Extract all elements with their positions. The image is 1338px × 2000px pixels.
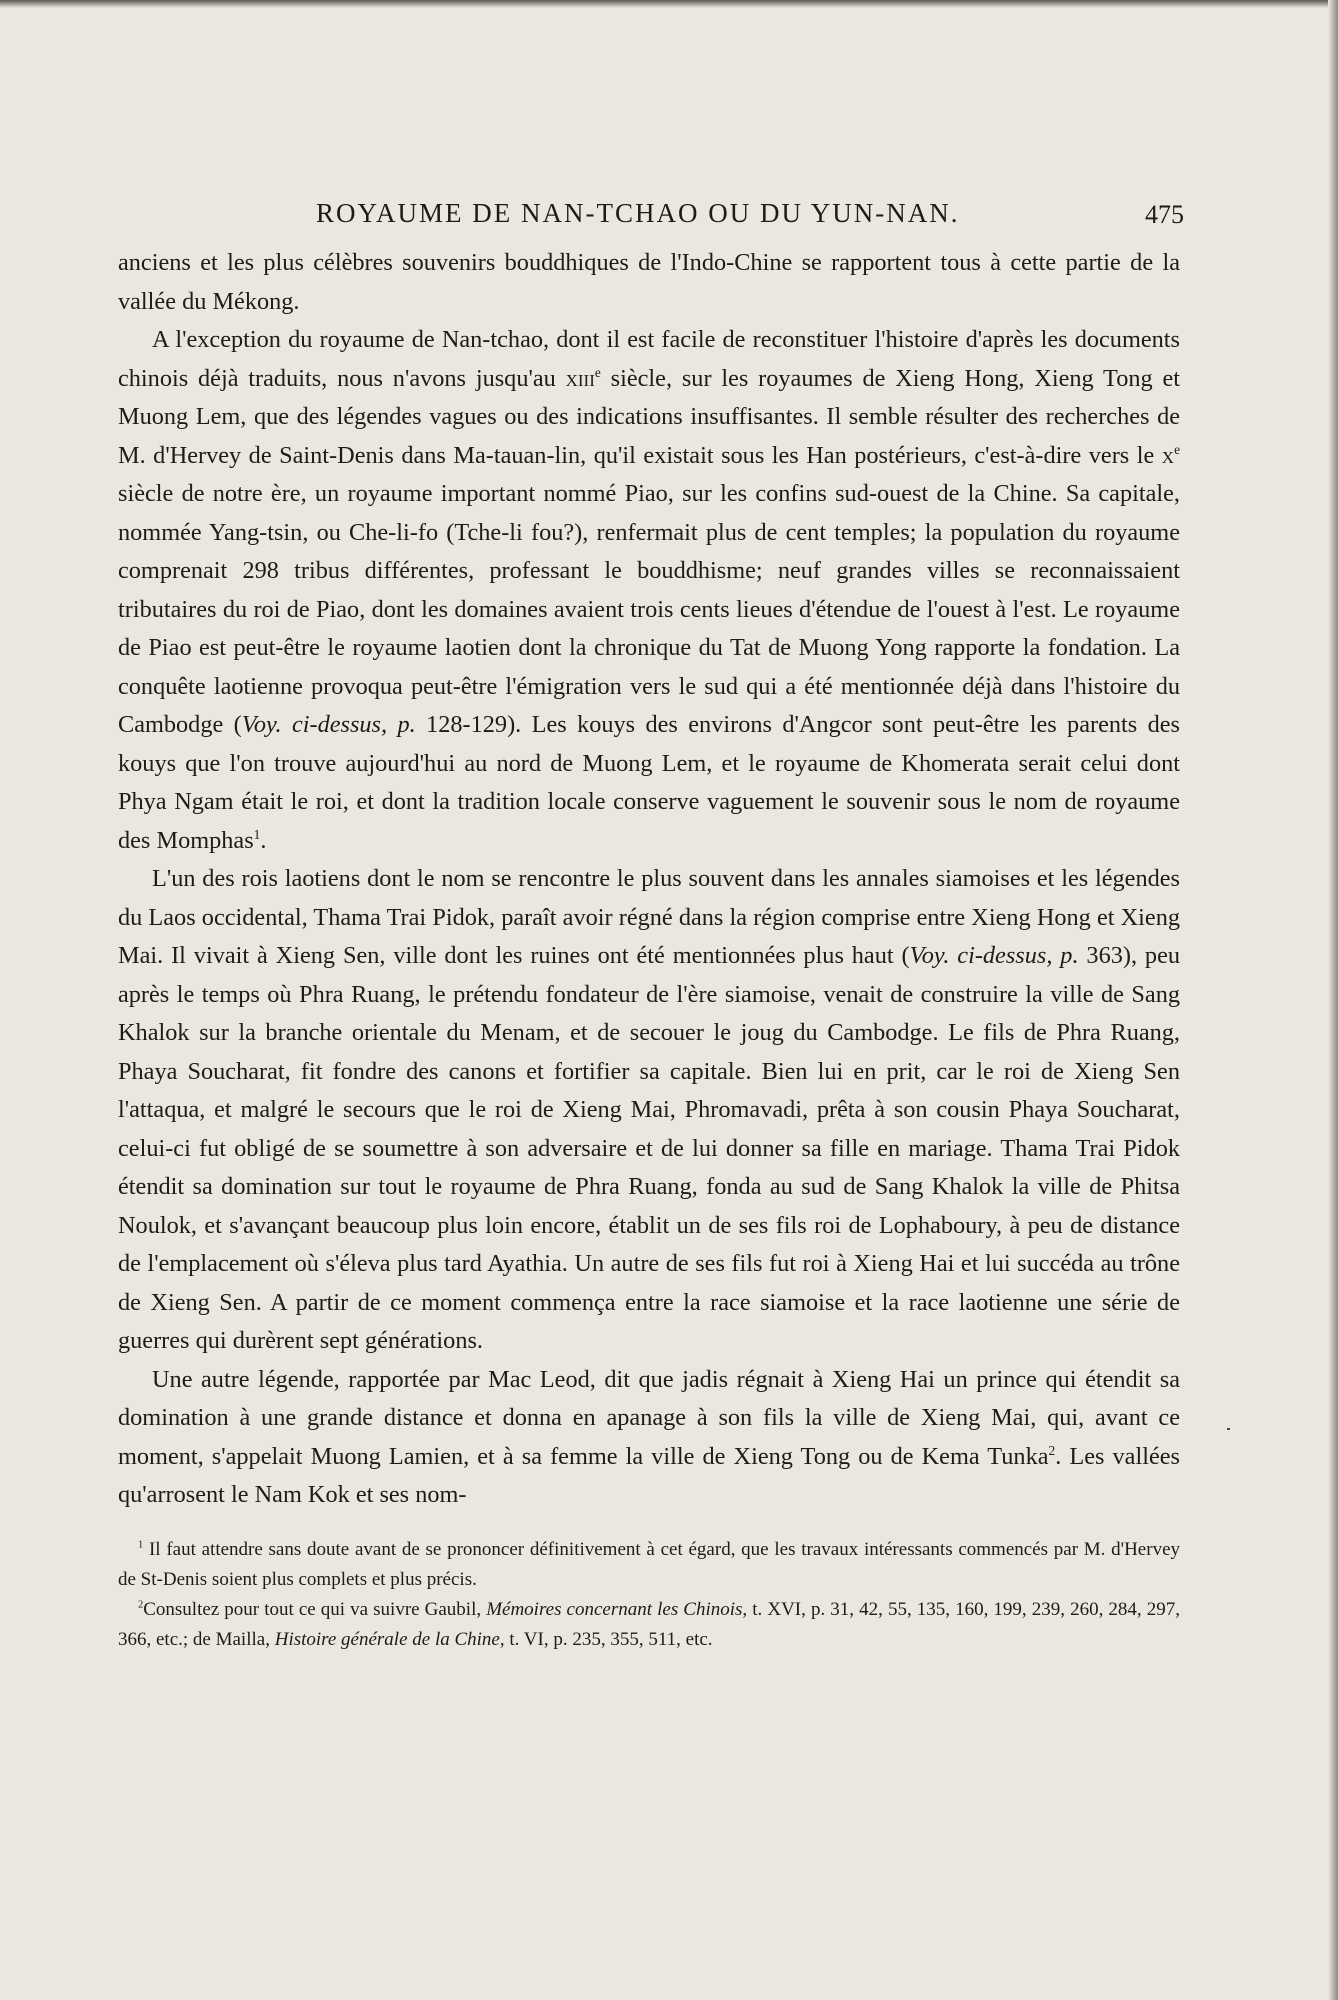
paragraph-3: L'un des rois laotiens dont le nom se rencontre le plus souvent dans les annales siamoises et les légendes du Laos occidental, Thama Trai Pidok, paraît avoir régné dans la région comprise entre Xieng Hong et Xieng Mai. Il vivait à Xieng Sen, ville dont les ruines ont été mentionnées plus haut (Voy. ci-dessus, p. 363), peu après le temps où Phra Ruang, le prétendu fondateur de l'ère siamoise, venait de construire la ville de Sang Khalok sur la branche orientale du Menam, et de secouer le joug du Cambodge. Le fils de Phra Ruang, Phaya Soucharat, fit fondre des canons et fortifier sa capitale. Bien lui en prit, car le roi de Xieng Sen l'attaqua, et malgré le secours que le roi de Xieng Mai, Phromavadi, prêta à son cousin Phaya Soucharat, celui-ci fut obligé de se soumettre à son adversaire et de lui donner sa fille en mariage. Thama Trai Pidok étendit sa domination sur tout le royaume de Phra Ruang, fonda au sud de Sang Khalok la ville de Phitsa Noulok, et s'avançant beaucoup plus loin encore, établit un de ses fils roi de Lophaboury, à peu de distance de l'emplacement où s'éleva plus tard Ayathia. Un autre de ses fils fut roi à Xieng Hai et lui succéda au trône de Xieng Sen. A partir de ce moment commença entre la race siamoise et la race laotienne une série de guerres qui durèrent sept générations.: [118, 865, 1180, 1354]
paragraph-4: Une autre légende, rapportée par Mac Leod, dit que jadis régnait à Xieng Hai un prince qui étendit sa domination à une grande distance et donna en apanage à son fils la ville de Xieng Mai, qui, avant ce moment, s'appelait Muong Lamien, et à sa femme la ville de Xieng Tong ou de Kema Tunka$^2$. Les vallées qu'arrosent le Nam Kok et ses nom-: [118, 1365, 1180, 1508]
page-header: [118, 196, 1184, 240]
paragraph-1: anciens et les plus célèbres souvenirs bouddhiques de l'Indo-Chine se rapportent tous à cette partie de la vallée du Mékong.: [118, 249, 1180, 315]
footnote-1: $^1$ Il faut attendre sans doute avant de se prononcer définitivement à cet égard, que les travaux intéressants commencés par M. d'Hervey de St-Denis soient plus complets et plus précis.: [118, 1538, 1180, 1590]
cited-work: Histoire générale de la Chine: [274, 1628, 500, 1650]
footnote-2: $^2$Consultez pour tout ce qui va suivre Gaubil, Mémoires concernant les Chinois, t. XVI, p. 31, 42, 55, 135, 160, 199, 239, 260, 284, 297, 366, etc.; de Mailla, Histoire générale de la Chine, t. VI, p. 235, 355, 511, etc.: [118, 1598, 1180, 1650]
body-text: [118, 244, 1180, 1515]
paragraph-2: A l'exception du royaume de Nan-tchao, dont il est facile de reconstituer l'histoire d'après les documents chinois déjà traduits, nous n'avons jusqu'au xiii$^e$ siècle, sur les royaumes de Xieng Hong, Xieng Tong et Muong Lem, que des légendes vagues ou des indications insuffisantes. Il semble résulter des recherches de M. d'Hervey de Saint-Denis dans Ma-tauan-lin, qu'il existait sous les Han postérieurs, c'est-à-dire vers le $x^e$ siècle de notre ère, un royaume important nommé Piao, sur les confins sud-ouest de la Chine. Sa capitale, nommée Yang-tsin, ou Che-li-fo (Tche-li fou?), renfermait plus de cent temples; la population du royaume comprenait 298 tribus différentes, professant le bouddhisme; neuf grandes villes se reconnaissaient tributaires du roi de Piao, dont les domaines avaient trois cents lieues d'étendue de l'ouest à l'est. Le royaume de Piao est peut-être le royaume laotien dont la chronique du Tat de Muong Yong rapporte la fondation. La conquête laotienne provoqua peut-être l'émigration vers le sud qui a été mentionnée déjà dans l'histoire du Cambodge (Voy. ci-dessus, p. 128-129). Les kouys des environs d'Angcor sont peut-être les parents des kouys que l'on trouve aujourd'hui au nord de Muong Lem, et le royaume de Khomerata serait celui dont Phya Ngam était le roi, et dont la tradition locale conserve vaguement le souvenir sous le nom de royaume des Momphas$^1$.: [118, 326, 1180, 854]
cited-work: Mémoires concernant les Chinois: [486, 1598, 743, 1620]
cross-reference: Voy. ci-dessus, p.: [241, 711, 416, 738]
footnotes: [118, 1535, 1180, 1655]
century-xiii: xiii: [565, 364, 595, 392]
page-number: 475: [1145, 200, 1184, 229]
ink-speck: [1227, 1428, 1230, 1430]
running-title: ROYAUME DE NAN-TCHAO OU DU YUN-NAN.: [316, 198, 960, 228]
footnote-ref-1: 1: [253, 826, 261, 842]
footnote-ref-2: 2: [1048, 1442, 1056, 1458]
book-page: [118, 196, 1184, 1655]
century-x: x: [1161, 441, 1175, 469]
cross-reference: Voy. ci-dessus, p.: [909, 942, 1079, 969]
scan-shadow-right: [1328, 0, 1338, 2000]
scan-shadow-top: [0, 0, 1338, 8]
